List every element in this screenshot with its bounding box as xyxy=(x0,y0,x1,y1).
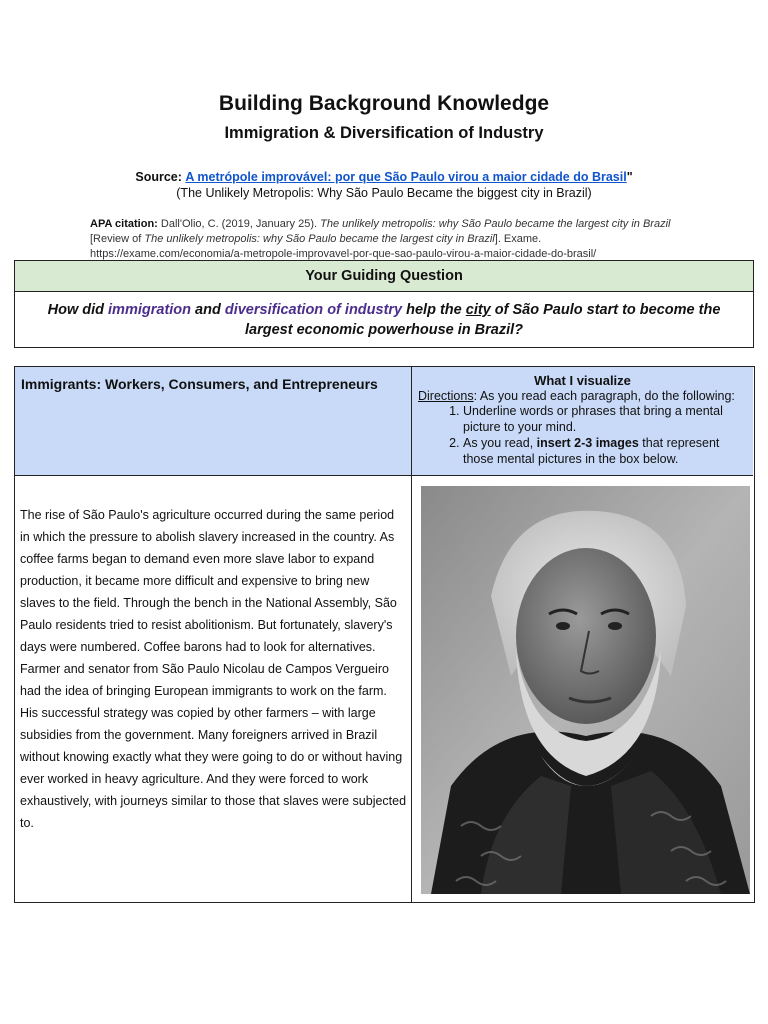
apa-title: The unlikely metropolis: why São Paulo became the largest city in Brazil xyxy=(320,218,671,230)
gq-city: city xyxy=(465,302,491,318)
source-block xyxy=(0,169,768,201)
page-title: Building Background Knowledge xyxy=(218,92,550,115)
gq-part2: and xyxy=(191,302,225,318)
paragraph-1: The rise of São Paulo's agriculture occurred during the same period in which the pressure to abolish slavery increased in the country. As coffee farms began to demand even more slave labor to expand production, it became more difficult and expensive to bring new slaves to the field. Through the bench in the National Assembly, São Paulo residents tried to resist abolitionism. But fortunately, slavery's days were numbered. Coffee barons had to look for alternatives. xyxy=(20,508,397,654)
gq-immigration: immigration xyxy=(108,302,192,318)
gq-diversification: diversification of industry xyxy=(224,302,403,318)
guiding-question-box xyxy=(14,260,754,348)
directions xyxy=(418,389,747,403)
apa-part2: [Review of xyxy=(90,233,145,245)
reading-passage xyxy=(15,476,412,902)
direction-step-1: 1. Underline words or phrases that bring a mental picture to your mind. xyxy=(463,403,747,435)
directions-text: : As you read each paragraph, do the following: xyxy=(473,389,735,403)
apa-label: APA citation: xyxy=(90,218,158,230)
source-label: Source: xyxy=(135,170,182,184)
step2-pre: As you read, xyxy=(463,436,537,450)
source-link[interactable]: A metrópole improvável: por que São Paulo virou a maior cidade do Brasil xyxy=(185,170,627,184)
apa-review-title: The unlikely metropolis: why São Paulo became the largest city in Brazil xyxy=(144,233,495,245)
visualize-heading: What I visualize xyxy=(534,373,631,388)
apa-citation xyxy=(90,217,680,262)
gq-part4: of São Paulo start to become the largest economic powerhouse in Brazil? xyxy=(245,302,721,338)
step2-bold: insert 2-3 images xyxy=(536,436,639,450)
guiding-question-heading: Your Guiding Question xyxy=(15,261,753,292)
table-left-header: Immigrants: Workers, Consumers, and Entrepreneurs xyxy=(15,367,412,476)
paragraph-2: Farmer and senator from São Paulo Nicolau de Campos Vergueiro had the idea of bringing European immigrants to work on the farm. His successful strategy was copied by other farmers – with large subsidies from the government. Many foreigners arrived in Brazil without knowing exactly what they were going to do or without having ever worked in heavy agriculture. And they were forced to work exhaustively, with journeys similar to those that slaves were subjected to. xyxy=(20,662,407,830)
guiding-question-text xyxy=(15,292,753,347)
source-translation: (The Unlikely Metropolis: Why São Paulo Became the biggest city in Brazil) xyxy=(176,186,592,200)
portrait-image xyxy=(421,486,750,894)
gq-part3: help the xyxy=(402,302,466,318)
source-quote: " xyxy=(626,170,633,184)
gq-part1: How did xyxy=(47,302,109,318)
apa-part1: Dall'Olio, C. (2019, January 25). xyxy=(157,218,321,230)
directions-list xyxy=(418,403,747,467)
visualize-cell[interactable] xyxy=(412,476,753,902)
reading-table xyxy=(14,366,755,903)
directions-label: Directions xyxy=(418,389,474,403)
table-right-header xyxy=(412,367,753,476)
direction-step-2 xyxy=(463,435,747,467)
page-subtitle: Immigration & Diversification of Industry xyxy=(224,124,544,142)
apa-part3: ]. Exame. https://exame.com/economia/a-metropole-improvavel-por-que-sao-paulo-virou-a-maior-cidade-do-brasil/ xyxy=(90,233,597,260)
step2-post: that represent those mental pictures in the box below. xyxy=(463,436,720,466)
